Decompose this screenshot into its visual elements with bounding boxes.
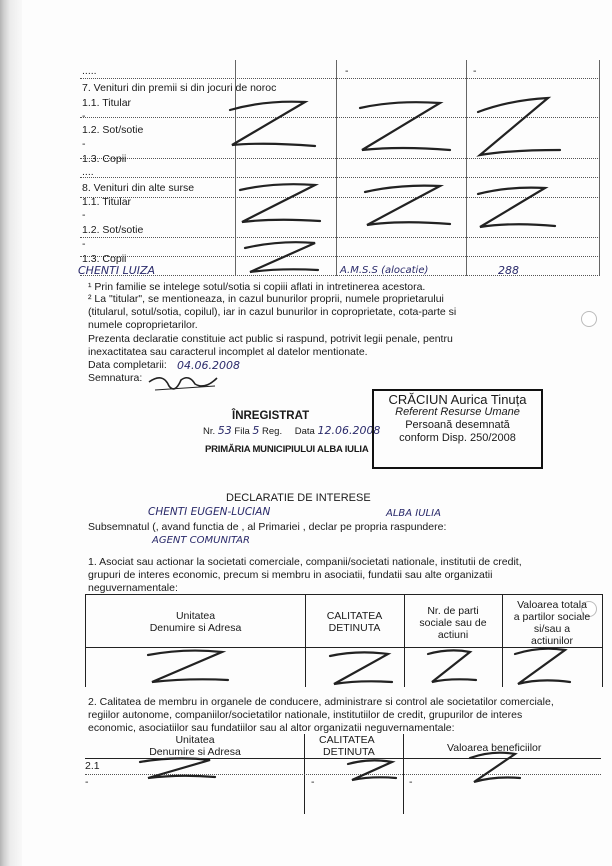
section-1-line2: grupuri de interes economic, precum si membru in asociatii, fundatii sau alte organizatii [88,569,493,581]
interest-intro: Subsemnatul (, avand functia de , al Primariei , declar pe propria raspundere: [88,521,447,533]
section-2-line3: economic, asociatiilor sau fundatiilor sau al altor organizatii neguvernamentale: [88,722,455,734]
strike-marks-bottom [0,600,612,800]
punch-hole [581,311,597,327]
section-7-titular: 1.1. Titular [82,97,132,109]
data-label: Data [294,426,315,437]
interest-title: DECLARATIE DE INTERESE [226,492,371,504]
dots-row: .... [82,166,94,178]
stamp-line4: conform Disp. 250/2008 [399,432,516,444]
declaration-line2: inexactitatea sau caracterul incomplet al datelor mentionate. [88,346,368,358]
section-7-copii: 1.3. Copii [82,153,127,165]
footnote-2-line3: numele coproprietarilor. [88,319,198,331]
handwritten-amount: 288 [498,264,519,277]
dash: - [82,209,86,221]
stamp-line3: Persoană desemnată [405,419,510,431]
section-1-line3: neguvernamentale: [88,582,178,594]
registration-institution: PRIMĂRIA MUNICIPIULUI ALBA IULIA [205,444,369,455]
section-8-sot: 1.2. Sot/sotie [82,224,144,236]
section-1-line1: 1. Asociat sau actionar la societati comerciale, companii/societati nationale, institutii de credit, [88,556,522,568]
dash: - [473,65,477,77]
dots-row: ..... [82,65,97,77]
handwritten-name: CHENTI LUIZA [78,264,156,277]
fila-value: 5 [252,424,260,437]
nr-label: Nr. [203,426,216,437]
board-membership-table: Unitatea Denumire si Adresa CALITATEA DETINUTA Valoarea beneficiilor 2.1 - - - [85,734,601,814]
row-2-1-label: 2.1 [85,760,100,772]
data-value: 12.06.2008 [317,424,381,437]
shareholding-table: Unitatea Denumire si Adresa CALITATEA DETINUTA Nr. de parti sociale sau de actiuni Valoarea totala a partilor sociale si/sau a actiunilor [85,594,603,687]
section-8-copii: 1.3. Copii [82,253,127,265]
section-7-title: 7. Venituri din premii si din jocuri de noroc [82,82,277,94]
declaration-line1: Prezenta declaratie constituie act public si raspund, potrivit legii penale, pentru [88,333,453,345]
registration-title: ÎNREGISTRAT [232,410,310,422]
stamp-role: Referent Resurse Umane [395,406,520,418]
nr-value: 53 [217,424,232,437]
section-8-titular: 1.1. Titular [82,196,132,208]
registration-line [203,425,380,438]
dash: - [82,110,86,122]
footnote-2-line2: (titularul, sotul/sotia, copilul), iar in cazul bunurilor in coproprietate, cota-parte si [88,306,457,318]
signature-mark [145,370,225,396]
dash: - [345,65,349,77]
section-7-sot: 1.2. Sot/sotie [82,124,144,136]
hr-stamp [372,389,543,469]
section-2-line2: regiilor autonome, companiilor/societatilor nationale, institutiilor de credit, grupurilor de interes [88,709,523,721]
dash: - [82,238,86,250]
strike-marks-top [0,0,612,300]
date-label: Data completarii: [88,359,167,371]
handwritten-source: A.M.S.S (alocatie) [340,265,429,276]
footnote-1: ¹ Prin familie se intelege sotul/sotia si copiii aflati in intretinerea acestora. [88,281,426,293]
fila-label: Fila [234,426,250,437]
handwritten-function: AGENT COMUNITAR [152,535,250,546]
section-2-line1: 2. Calitatea de membru in organele de conducere, administrare si control ale societatilor comerciale, [88,696,554,708]
date-value: 04.06.2008 [177,359,240,372]
stamp-name: CRĂCIUN Aurica Tinuța [388,392,527,407]
footnote-2-line1: ² La "titular", se mentioneaza, in cazul bunurilor proprii, numele proprietarului [88,293,444,305]
section-8-title: 8. Venituri din alte surse [82,182,195,194]
handwritten-city: ALBA IULIA [386,508,441,519]
signature-label: Semnatura: [88,372,143,384]
dash: - [82,138,86,150]
reg-label: Reg. [262,426,283,437]
handwritten-declarant: CHENTI EUGEN-LUCIAN [148,506,271,518]
